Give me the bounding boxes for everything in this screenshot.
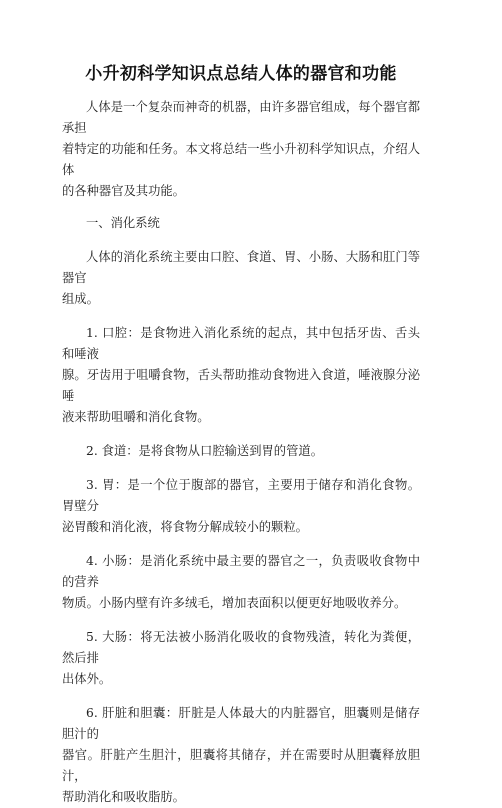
item-liver-gallbladder: 6. 肝脏和胆囊：肝脏是人体最大的内脏器官，胆囊则是储存胆汁的 器官。肝脏产生胆汁，胆囊将其储存，并在需要时从胆囊释放胆汁， 帮助消化和吸收脂肪。 <box>62 706 420 804</box>
item-large-intestine: 5. 大肠：将无法被小肠消化吸收的食物残渣，转化为粪便，然后排 出体外。 <box>62 630 420 686</box>
item-esophagus: 2. 食道：是将食物从口腔输送到胃的管道。 <box>86 444 323 458</box>
section-intro-paragraph: 人体的消化系统主要由口腔、食道、胃、小肠、大肠和肛门等器官 组成。 <box>62 250 420 306</box>
intro-paragraph: 人体是一个复杂而神奇的机器，由许多器官组成，每个器官都承担 着特定的功能和任务。本文将总结一些小升初科学知识点，介绍人体 的各种器官及其功能。 <box>62 100 420 198</box>
item-mouth: 1. 口腔：是食物进入消化系统的起点，其中包括牙齿、舌头和唾液 腺。牙齿用于咀嚼食物，舌头帮助推动食物进入食道，唾液腺分泌唾 液来帮助咀嚼和消化食物。 <box>62 326 420 424</box>
item-stomach: 3. 胃：是一个位于腹部的器官，主要用于储存和消化食物。胃壁分 泌胃酸和消化液，将食物分解成较小的颗粒。 <box>62 478 420 534</box>
item-small-intestine: 4. 小肠：是消化系统中最主要的器官之一，负责吸收食物中的营养 物质。小肠内壁有许多绒毛，增加表面积以便更好地吸收养分。 <box>62 554 420 610</box>
section-heading: 一、消化系统 <box>86 216 160 230</box>
page-title: 小升初科学知识点总结人体的器官和功能 <box>85 64 397 84</box>
